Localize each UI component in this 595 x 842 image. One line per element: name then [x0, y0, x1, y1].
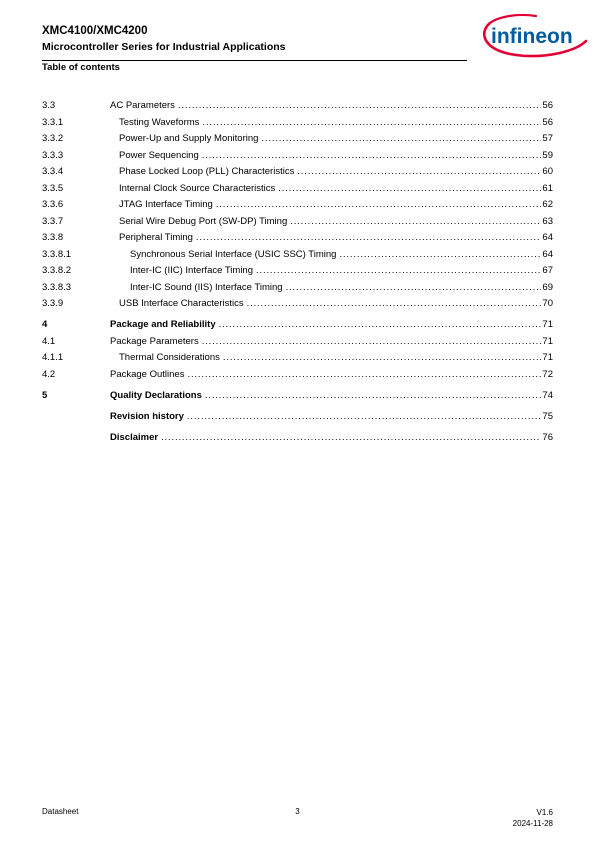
toc-dot-leader [196, 230, 542, 247]
toc-entry-page: 59 [542, 149, 553, 161]
document-subtitle: Microcontroller Series for Industrial Applications [42, 41, 286, 53]
toc-entry-link[interactable] [119, 131, 553, 148]
toc-entry-number: 4 [42, 319, 48, 330]
toc-entry[interactable] [42, 148, 553, 165]
toc-entry-number: 3.3.8.1 [42, 248, 72, 260]
toc-entry-page: 57 [542, 133, 553, 144]
toc-entry-title: Thermal Considerations [119, 352, 220, 363]
document-title: XMC4100/XMC4200 [42, 25, 148, 37]
toc-entry-link[interactable] [119, 181, 553, 198]
toc-dot-leader [187, 367, 541, 384]
toc-entry-number: 3.3.3 [42, 149, 64, 161]
toc-entry[interactable] [42, 263, 553, 280]
toc-entry-link[interactable] [130, 247, 553, 264]
toc-entry-number: 5 [42, 389, 48, 401]
toc-dot-leader [178, 98, 541, 115]
toc-entry[interactable] [42, 247, 553, 264]
logo-swoosh-top [490, 15, 536, 23]
toc-entry-page: 56 [542, 116, 553, 128]
toc-entry[interactable] [42, 197, 553, 214]
toc-entry-page: 75 [542, 410, 553, 422]
toc-entry-number: 4.1 [42, 335, 56, 347]
toc-entry-number: 4.2 [42, 368, 56, 380]
toc-entry-title: JTAG Interface Timing [119, 199, 213, 210]
toc-entry[interactable] [42, 115, 553, 132]
header-divider [42, 60, 467, 61]
toc-dot-leader [205, 388, 542, 405]
footer-date: 2024-11-28 [512, 819, 553, 828]
toc-entry-page: 61 [542, 182, 553, 194]
toc-entry-title: Internal Clock Source Characteristics [119, 182, 276, 194]
toc-entry-link[interactable] [110, 317, 553, 334]
toc-entry[interactable] [42, 230, 553, 247]
toc-entry[interactable] [42, 296, 553, 313]
toc-entry[interactable] [42, 181, 553, 198]
toc-dot-leader [286, 280, 542, 297]
toc-entry[interactable] [42, 367, 553, 384]
toc-entry-title: Testing Waveforms [119, 116, 200, 128]
toc-entry[interactable] [42, 350, 553, 367]
toc-entry-link[interactable] [119, 164, 553, 181]
toc-dot-leader [256, 263, 541, 280]
toc-entry-title: Revision history [110, 410, 184, 422]
toc-entry-title: Quality Declarations [110, 389, 202, 401]
toc-entry-title: Package Parameters [110, 335, 199, 347]
toc-entry-number: 3.3.4 [42, 166, 64, 177]
section-label: Table of contents [42, 62, 120, 73]
toc-entry[interactable] [42, 131, 553, 148]
toc-entry-link[interactable] [119, 296, 553, 313]
toc-entry-link[interactable] [110, 367, 553, 384]
toc-entry-number: 3.3.6 [42, 199, 64, 210]
toc-entry-title: Package Outlines [110, 368, 185, 380]
toc-entry-number: 3.3 [42, 100, 56, 111]
toc-entry-link[interactable] [130, 263, 553, 280]
toc-dot-leader [202, 115, 541, 132]
toc-entry-page: 70 [542, 298, 553, 309]
toc-entry-link[interactable] [130, 280, 553, 297]
toc-entry-link[interactable] [119, 197, 553, 214]
toc-dot-leader [339, 247, 541, 264]
toc-entry-link[interactable] [119, 214, 553, 231]
toc-dot-leader [219, 317, 542, 334]
toc-entry-number: 3.3.8.3 [42, 281, 72, 293]
toc-entry-number: 3.3.9 [42, 298, 64, 309]
toc-entry-link[interactable] [119, 350, 553, 367]
toc-entry-number: 4.1.1 [42, 352, 64, 363]
toc-entry[interactable] [42, 317, 553, 334]
toc-entry-title: Power-Up and Supply Monitoring [119, 133, 259, 144]
toc-entry[interactable] [42, 98, 553, 115]
toc-entry-link[interactable] [119, 148, 553, 165]
toc-entry-title: AC Parameters [110, 100, 175, 111]
toc-entry[interactable] [42, 388, 553, 405]
toc-entry-page: 74 [542, 389, 553, 401]
toc-entry-title: Peripheral Timing [119, 232, 193, 243]
toc-entry-title: Disclaimer [110, 431, 159, 443]
toc-entry-page: 64 [542, 248, 553, 260]
toc-entry-title: Synchronous Serial Interface (USIC SSC) Timing [130, 248, 337, 260]
footer-version: V1.6 [536, 808, 553, 817]
toc-entry-page: 60 [542, 166, 553, 177]
toc-dot-leader [187, 409, 542, 426]
infineon-logo [476, 11, 588, 61]
toc-entry-number: 3.3.7 [42, 215, 64, 227]
logo-wordmark: infineon [491, 25, 573, 48]
toc-entry[interactable] [42, 280, 553, 297]
toc-entry-link[interactable] [110, 98, 553, 115]
toc-entry-title: Inter-IC Sound (IIS) Interface Timing [130, 281, 283, 293]
toc-entry-link[interactable] [110, 430, 553, 447]
toc-entry-link[interactable] [119, 115, 553, 132]
toc-entry[interactable] [42, 164, 553, 181]
toc-entry-title: Power Sequencing [119, 149, 199, 161]
toc-dot-leader [297, 164, 541, 181]
toc-entry-page: 72 [542, 368, 553, 380]
toc-dot-leader [202, 334, 542, 351]
toc-dot-leader [290, 214, 541, 231]
toc-entry-link[interactable] [110, 334, 553, 351]
toc-entry-number: 3.3.5 [42, 182, 64, 194]
toc-entry-number: 3.3.2 [42, 133, 64, 144]
toc-entry-link[interactable] [110, 388, 553, 405]
toc-dot-leader [278, 181, 541, 198]
toc-entry-page: 71 [542, 319, 553, 330]
toc-entry-page: 63 [542, 215, 553, 227]
toc-entry-page: 71 [542, 335, 553, 347]
toc-dot-leader [202, 148, 542, 165]
toc-entry-title: Inter-IC (IIC) Interface Timing [130, 265, 254, 276]
toc-entry-number: 3.3.8.2 [42, 265, 72, 276]
toc-entry-page: 67 [542, 265, 553, 276]
toc-entry-page: 64 [542, 232, 553, 243]
toc-dot-leader [223, 350, 542, 367]
toc-entry[interactable] [42, 409, 553, 426]
toc-entry[interactable] [42, 430, 553, 447]
toc-entry[interactable] [42, 334, 553, 351]
footer-doc-type: Datasheet [42, 807, 79, 816]
toc-entry-title: Serial Wire Debug Port (SW-DP) Timing [119, 215, 288, 227]
toc-entry-title: Package and Reliability [110, 319, 216, 330]
toc-entry-page: 71 [542, 352, 553, 363]
toc-entry[interactable] [42, 214, 553, 231]
toc-entry-number: 3.3.1 [42, 116, 64, 128]
toc-entry-page: 62 [542, 199, 553, 210]
toc-dot-leader [161, 430, 541, 447]
table-of-contents [42, 98, 553, 446]
toc-entry-page: 76 [542, 431, 553, 443]
toc-entry-link[interactable] [119, 230, 553, 247]
toc-entry-title: USB Interface Characteristics [119, 298, 244, 309]
toc-entry-link[interactable] [110, 409, 553, 426]
footer-version-block [513, 807, 553, 829]
toc-entry-page: 69 [542, 281, 553, 293]
footer-page-number: 3 [295, 807, 300, 816]
toc-entry-number: 3.3.8 [42, 232, 64, 243]
toc-entry-title: Phase Locked Loop (PLL) Characteristics [119, 166, 295, 177]
toc-entry-page: 56 [542, 100, 553, 111]
toc-dot-leader [247, 296, 542, 313]
toc-dot-leader [216, 197, 542, 214]
toc-dot-leader [261, 131, 541, 148]
